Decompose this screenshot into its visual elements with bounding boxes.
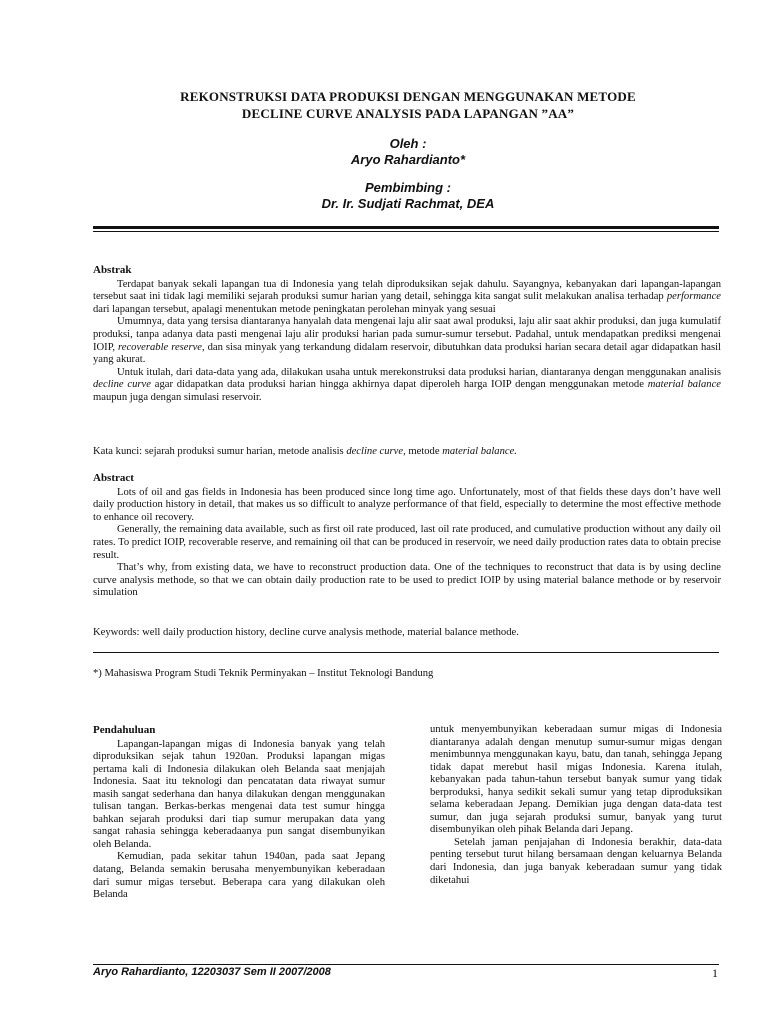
pendahuluan-paragraph-4: Setelah jaman penjajahan di Indonesia berakhir, data-data penting tersebut turut hilang bersamaan dengan keluarnya Belanda dari Indonesia, dan juga banyak keberadaan sumur yang tidak diketahui: [430, 836, 722, 886]
kata-kunci: Kata kunci: sejarah produksi sumur harian, metode analisis decline curve, metode material balance.: [93, 446, 517, 457]
abstrak-paragraph-2: Umumnya, data yang tersisa diantaranya hanyalah data mengenai laju alir saat awal produksi, laju alir saat akhir produksi, dan juga kumulatif produksi, tanpa adanya data pasti mengenai laju alir produksi harian pada sumur-sumur tersebut. Padahal, untuk mendapatkan prediksi mengenai IOIP, recoverable reserve, dan sisa minyak yang terkandung didalam reservoir, dibutuhkan data produksi harian secara detail agar didapatkan hasil yang akurat.: [93, 316, 721, 366]
header-rule-thick: [93, 226, 719, 229]
abstract-paragraph-1: Lots of oil and gas fields in Indonesia has been produced since long time ago. Unfortunately, most of that fields these days don’t have well daily production history in detail, that makes us so difficult to analyze performance of that field, especially to determine the most effective methode to enhance oil recovery.: [93, 486, 721, 523]
footnote-rule: [93, 652, 719, 653]
title-line-2: DECLINE CURVE ANALYSIS PADA LAPANGAN ”AA”: [241, 106, 575, 121]
advisor-label: Pembimbing :: [365, 180, 451, 195]
header-rule-thin: [93, 231, 719, 232]
pendahuluan-paragraph-3: untuk menyembunyikan keberadaan sumur migas di Indonesia diantaranya adalah dengan menutup sumur-sumur migas dengan menimbunnya menggunakan kayu, batu, dan tanah, sehingga Jepang tidak dapat merebut hasil migas Indonesia. Karena itulah, kebanyakan pada tahun-tahun tersebut banyak sumur yang tidak berproduksi, hanya sedikit sekali sumur yang tetap diproduksikan selama keberadaan Jepang. Demikian juga dengan data-data test sumur, dan juga sejarah produksi sumur, banyak yang turut disembunyikan oleh pihak Belanda dari Jepang.: [430, 724, 722, 836]
pendahuluan-paragraph-1: Lapangan-lapangan migas di Indonesia banyak yang telah diproduksikan sejak tahun 1920an. Produksi lapangan migas pertama kali di Indonesia dilakukan oleh Belanda saat menjajah Indonesia. Saat itu teknologi dan pencatatan data riwayat sumur masih sangat sederhana dan hanya dilakukan dengan menggunakan tulisan tangan. Berkas-berkas mengenai data test sumur hingga bahkan sejarah produksi dari tiap sumur merupakan data yang sangat rahasia sehingga keberadaanya pun sangat disembunyikan oleh Belanda.: [93, 738, 385, 850]
pendahuluan-heading: Pendahuluan: [93, 724, 156, 736]
keywords: Keywords: well daily production history, decline curve analysis methode, material balance methode.: [93, 627, 519, 638]
byline-label: Oleh :: [389, 136, 427, 151]
pendahuluan-right-column: [430, 724, 722, 887]
footnote: *) Mahasiswa Program Studi Teknik Perminyakan – Institut Teknologi Bandung: [93, 668, 434, 679]
title-line-1: REKONSTRUKSI DATA PRODUKSI DENGAN MENGGUNAKAN METODE: [180, 89, 636, 104]
paper-title: [80, 88, 736, 122]
pendahuluan-left-column: [93, 724, 385, 902]
abstrak-paragraph-3: Untuk itulah, dari data-data yang ada, dilakukan usaha untuk merekonstruksi data produksi harian, diantaranya dengan menggunakan analisis decline curve agar didapatkan data produksi harian hingga akhirnya dapat diperoleh harga IOIP dengan menggunakan metode material balance maupun juga dengan simulasi reservoir.: [93, 366, 721, 403]
footer-rule: [93, 964, 719, 965]
author-name: Aryo Rahardianto*: [350, 152, 466, 167]
abstract-paragraph-3: That’s why, from existing data, we have to reconstruct production data. One of the techniques to reconstruct that data is by using decline curve analysis methode, so that we can obtain daily production rate to be used to predict IOIP by using material balance methode or by reservoir simulation: [93, 562, 721, 599]
byline: [80, 136, 736, 212]
advisor-name: Dr. Ir. Sudjati Rachmat, DEA: [321, 196, 495, 211]
abstract-section: [93, 472, 721, 600]
footer-author: Aryo Rahardianto, 12203037 Sem II 2007/2008: [93, 966, 331, 978]
page-number: 1: [712, 966, 718, 980]
abstract-heading: Abstract: [93, 472, 134, 484]
abstrak-heading: Abstrak: [93, 264, 132, 276]
abstrak-paragraph-1: Terdapat banyak sekali lapangan tua di Indonesia yang telah diproduksikan sejak dahulu. Sayangnya, kebanyakan dari lapangan-lapangan tersebut saat ini tidak lagi memiliki sejarah produksi sumur harian yang detail, sehingga kita sangat sulit melakukan analisa terhadap performance dari lapangan tersebut, apalagi menentukan metode peningkatan perolehan minyak yang sesuai: [93, 278, 721, 315]
abstrak-section: [93, 264, 721, 405]
abstract-paragraph-2: Generally, the remaining data available, such as first oil rate produced, last oil rate produced, and cumulative production without any daily oil rates. To predict IOIP, recoverable reserve, and remaining oil that can be produced in reservoir, we need daily production rates data to obtain precise result.: [93, 524, 721, 561]
pendahuluan-paragraph-2: Kemudian, pada sekitar tahun 1940an, pada saat Jepang datang, Belanda semakin berusaha menyembunyikan keberadaan dari sumur migas tersebut. Beberapa cara yang dilakukan oleh Belanda: [93, 851, 385, 901]
